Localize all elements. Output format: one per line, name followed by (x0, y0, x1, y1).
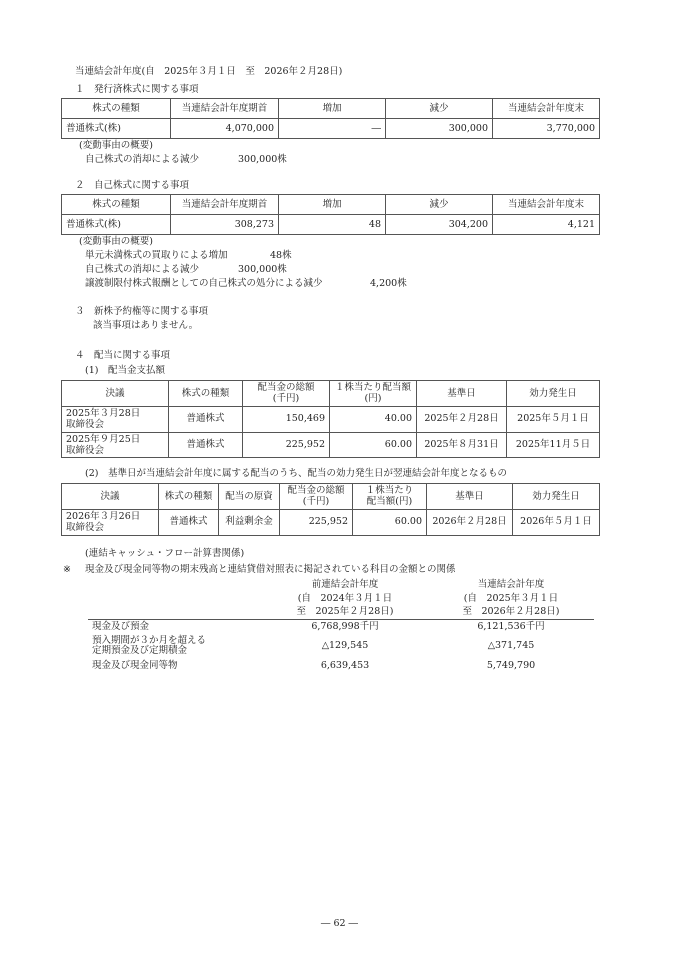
table-row (88, 633, 594, 659)
table-header-row (88, 578, 594, 592)
cell: 2025年８月31日 (417, 432, 507, 458)
cashflow-title: (連結キャッシュ・フロー計算書関係) (85, 548, 245, 559)
note-value: 48株 (270, 250, 292, 261)
section1-heading: １ 発行済株式に関する事項 (75, 84, 199, 95)
cell: ― (279, 119, 386, 139)
cell: 4,070,000 (171, 119, 279, 139)
table-row (62, 509, 600, 535)
col-header: 株式の種類 (62, 195, 171, 215)
table-header-row (62, 195, 600, 215)
note-value: 300,000株 (238, 154, 287, 165)
curr-value: △371,745 (487, 640, 535, 652)
cell: 普通株式 (169, 432, 243, 458)
prev-value: 6,768,998千円 (262, 619, 428, 633)
curr-period-line1: 当連結会計年度 (477, 579, 545, 591)
treasury-shares-table (61, 194, 600, 235)
notes-title: (変動事由の概要) (79, 140, 153, 151)
curr-period-line3: 至 2026年２月28日) (462, 606, 560, 618)
cell: 2026年３月26日 取締役会 (62, 509, 159, 535)
table-header-row (88, 592, 594, 605)
col-header: 当連結会計年度期首 (171, 99, 279, 119)
table-row (62, 432, 600, 458)
issued-shares-table (61, 98, 600, 139)
note-label: 自己株式の消却による減少 (85, 154, 200, 165)
cell: 2025年３月28日 取締役会 (62, 406, 169, 432)
curr-period-line2: (自 2025年３月１日 (463, 592, 559, 604)
cell: 60.00 (330, 432, 417, 458)
cell: 普通株式 (169, 406, 243, 432)
note-value: 4,200株 (370, 278, 407, 289)
cell: 304,200 (386, 215, 493, 235)
col-header: 株式の種類 (62, 99, 171, 119)
cell: 225,952 (243, 432, 330, 458)
col-header: 当連結会計年度末 (493, 99, 600, 119)
prev-period-line1: 前連結会計年度 (311, 579, 379, 591)
table-header-row (62, 484, 600, 510)
note-label: 譲渡制限付株式報酬としての自己株式の処分による減少 (85, 278, 323, 289)
table-header-row (62, 381, 600, 407)
col-header: 増加 (279, 195, 386, 215)
col-header: 減少 (386, 195, 493, 215)
sub2-heading: (2) 基準日が当連結会計年度に属する配当のうち、配当の効力発生日が翌連結会計年度となるもの (85, 468, 507, 479)
col-header: 当連結会計年度期首 (171, 195, 279, 215)
section3-body: 該当事項はありません。 (93, 320, 199, 331)
table-row (62, 406, 600, 432)
cell: 308,273 (171, 215, 279, 235)
col-header: １株当たり配当額 (円) (330, 381, 417, 407)
sub1-heading: (1) 配当金支払額 (85, 365, 165, 376)
cell: 3,770,000 (493, 119, 600, 139)
prev-value: 6,639,453 (320, 660, 370, 672)
row-label: 現金及び現金同等物 (92, 660, 178, 672)
cell: 225,952 (280, 509, 353, 535)
table-row (88, 619, 594, 633)
cashflow-subtitle: 現金及び現金同等物の期末残高と連結貸借対照表に掲記されている科目の金額との関係 (85, 564, 456, 575)
table-header-row (88, 605, 594, 619)
row-label: 預入期間が３か月を超える 定期預金及び定期積金 (92, 635, 207, 656)
col-header: 効力発生日 (507, 381, 600, 407)
cell: 普通株式 (159, 509, 219, 535)
note-label: 単元未満株式の買取りによる増加 (85, 250, 228, 261)
col-header: 決議 (62, 381, 169, 407)
cell: 2025年11月５日 (507, 432, 600, 458)
table-row (62, 119, 600, 139)
col-header: 株式の種類 (169, 381, 243, 407)
col-header: １株当たり 配当額(円) (353, 484, 427, 510)
period-header: 当連結会計年度(自 2025年３月１日 至 2026年２月28日) (75, 66, 343, 77)
cell: 300,000 (386, 119, 493, 139)
section3-heading: ３ 新株予約権等に関する事項 (75, 306, 209, 317)
cell: 4,121 (493, 215, 600, 235)
cell: 2026年２月28日 (427, 509, 513, 535)
curr-value: 6,121,536千円 (428, 619, 594, 633)
cell: 2025年２月28日 (417, 406, 507, 432)
cell: 2026年５月１日 (513, 509, 600, 535)
col-header: 効力発生日 (513, 484, 600, 510)
table-header-row (62, 99, 600, 119)
curr-value: 5,749,790 (486, 660, 536, 672)
col-header: 基準日 (427, 484, 513, 510)
cell: 48 (279, 215, 386, 235)
table-row (88, 659, 594, 673)
note-value: 300,000株 (238, 264, 287, 275)
cell: 60.00 (353, 509, 427, 535)
col-header: 当連結会計年度末 (493, 195, 600, 215)
col-header: 配当金の総額 (千円) (280, 484, 353, 510)
asterisk-mark: ※ (63, 564, 71, 575)
col-header: 基準日 (417, 381, 507, 407)
cell: 40.00 (330, 406, 417, 432)
cell: 利益剰余金 (219, 509, 280, 535)
page-number: ― 62 ― (320, 918, 359, 929)
prev-period-line3: 至 2025年２月28日) (296, 606, 394, 618)
section2-heading: ２ 自己株式に関する事項 (75, 180, 190, 191)
section4-heading: ４ 配当に関する事項 (75, 350, 171, 361)
prev-value: △129,545 (321, 640, 369, 652)
notes-title: (変動事由の概要) (79, 236, 153, 247)
col-header: 減少 (386, 99, 493, 119)
col-header: 配当の原資 (219, 484, 280, 510)
note-label: 自己株式の消却による減少 (85, 264, 200, 275)
cell: 普通株式(株) (62, 119, 171, 139)
dividend-paid-table (61, 380, 600, 458)
dividend-next-year-table (61, 483, 600, 536)
cell: 普通株式(株) (62, 215, 171, 235)
col-header: 株式の種類 (159, 484, 219, 510)
cell: 2025年９月25日 取締役会 (62, 432, 169, 458)
col-header: 配当金の総額 (千円) (243, 381, 330, 407)
cell: 2025年５月１日 (507, 406, 600, 432)
col-header: 増加 (279, 99, 386, 119)
col-header: 決議 (62, 484, 159, 510)
cash-equivalents-table (88, 578, 594, 673)
cell: 150,469 (243, 406, 330, 432)
prev-period-line2: (自 2024年３月１日 (297, 592, 393, 604)
table-row (62, 215, 600, 235)
row-label: 現金及び預金 (88, 619, 262, 633)
